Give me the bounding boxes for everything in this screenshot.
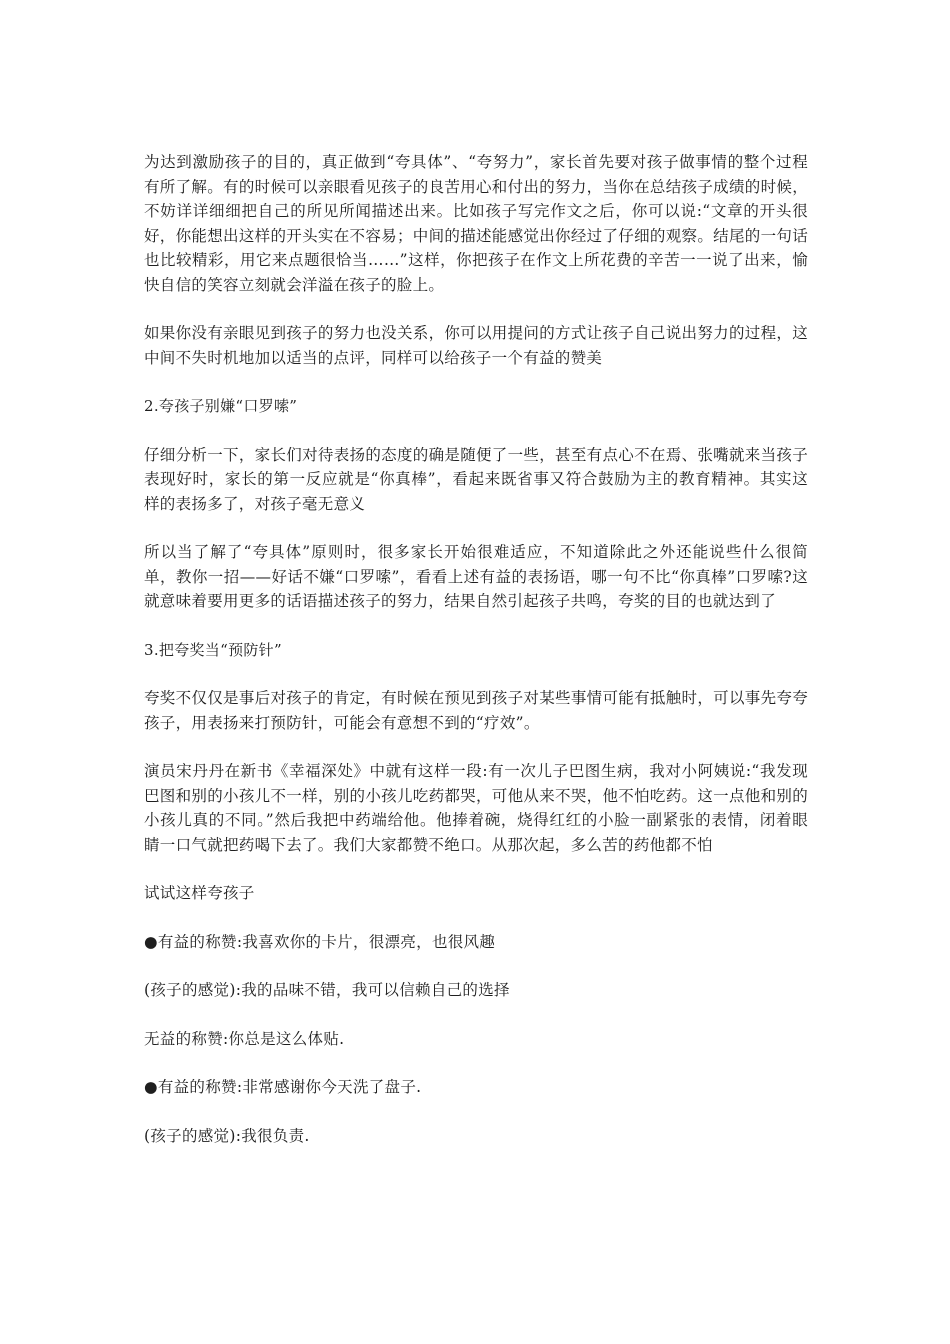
paragraph-praise-specifics: 为达到激励孩子的目的，真正做到“夸具体”、“夸努力”，家长首先要对孩子做事情的整个过程有所了解。有的时候可以亲眼看见孩子的良苦用心和付出的努力，当你在总结孩子成绩的时候，不妨详详细细把自己的所见所闻描述出来。比如孩子写完作文之后，你可以说:“文章的开头很好，你能想出这样的开头实在不容易；中间的描述能感觉出你经过了仔细的观察。结尾的一句话也比较精彩，用它来点题很恰当……”这样，你把孩子在作文上所花费的辛苦一一说了出来，愉快自信的笑容立刻就会洋溢在孩子的脸上。: [144, 153, 808, 294]
list-item-helpful-praise-1: ●有益的称赞:我喜欢你的卡片，很漂亮，也很风趣: [144, 932, 496, 951]
list-item-helpful-praise-2: ●有益的称赞:非常感谢你今天洗了盘子.: [144, 1078, 422, 1096]
list-item-child-feeling-2: (孩子的感觉):我很负责.: [144, 1126, 310, 1145]
document-body: [144, 150, 808, 1148]
section-heading-2: 2.夸孩子别嫌“口罗嗦”: [144, 397, 298, 415]
paragraph-preventive-praise: 夸奖不仅仅是事后对孩子的肯定，有时候在预见到孩子对某些事情可能有抵触时，可以事先夸夸孩子，用表扬来打预防针，可能会有意想不到的“疗效”。: [144, 689, 808, 732]
paragraph-analysis: 仔细分析一下，家长们对待表扬的态度的确是随便了一些，甚至有点心不在焉、张嘴就来当孩子表现好时，家长的第一反应就是“你真棒”，看起来既省事又符合鼓励为主的教育精神。其实这样的表扬多了，对孩子毫无意义: [144, 445, 808, 513]
list-item-child-feeling-1: (孩子的感觉):我的品味不错，我可以信赖自己的选择: [144, 981, 510, 999]
subheading-try-this: 试试这样夸孩子: [144, 884, 255, 902]
section-heading-3: 3.把夸奖当“预防针”: [144, 640, 282, 659]
list-item-unhelpful-praise: 无益的称赞:你总是这么体贴.: [144, 1029, 345, 1048]
paragraph-song-dandan-story: 演员宋丹丹在新书《幸福深处》中就有这样一段:有一次儿子巴图生病，我对小阿姨说:“我发现巴图和别的小孩儿不一样，别的小孩儿吃药都哭，可他从来不哭，他不怕吃药。这一点他和别的小孩儿真的不同。”然后我把中药端给他。他捧着碗，烧得红红的小脸一副紧张的表情，闭着眼睛一口气就把药喝下去了。我们大家都赞不绝口。从那次起，多么苦的药他都不怕: [144, 762, 808, 854]
paragraph-verbose-praise: 所以当了解了“夸具体”原则时，很多家长开始很难适应，不知道除此之外还能说些什么很简单，教你一招——好话不嫌“口罗嗦”，看看上述有益的表扬语，哪一句不比“你真棒”口罗嗦?这就意味着要用更多的话语描述孩子的努力，结果自然引起孩子共鸣，夸奖的目的也就达到了: [144, 543, 808, 610]
paragraph-ask-questions: 如果你没有亲眼见到孩子的努力也没关系，你可以用提问的方式让孩子自己说出努力的过程，这中间不失时机地加以适当的点评，同样可以给孩子一个有益的赞美: [144, 324, 808, 367]
